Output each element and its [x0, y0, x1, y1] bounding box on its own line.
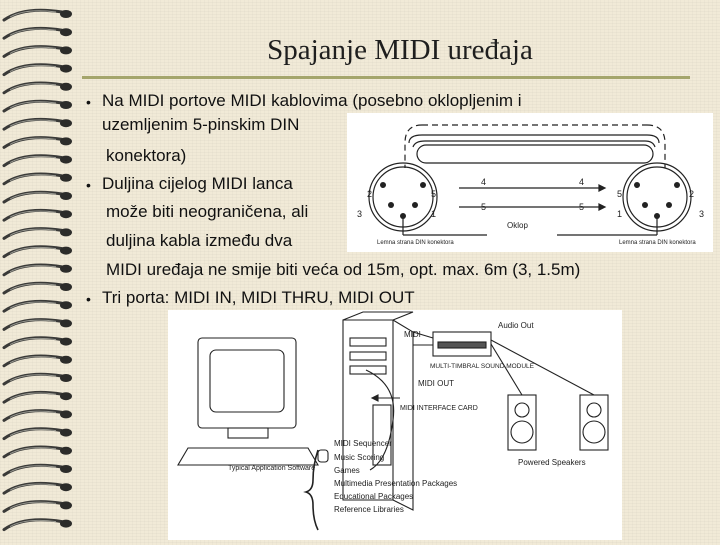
- bullet-1-line-2: uzemljenim 5-pinskim DIN: [102, 115, 300, 134]
- slide-title: Spajanje MIDI uređaja: [267, 34, 533, 66]
- pin-label: 2: [367, 189, 373, 199]
- pin-label: 3: [699, 209, 705, 219]
- software-item: Multimedia Presentation Packages: [334, 479, 458, 488]
- spiral-ring: [4, 265, 72, 275]
- spiral-ring: [4, 283, 72, 293]
- spiral-ring: [4, 501, 72, 511]
- shield-label: Oklop: [507, 221, 528, 230]
- spiral-ring: [4, 465, 72, 475]
- right-connector-label: Lemna strana DIN konektora: [619, 240, 696, 246]
- midi-out-label: MIDI OUT: [418, 379, 454, 388]
- spiral-ring: [4, 483, 72, 493]
- bullet-2-line-4: MIDI uređaja ne smije biti veća od 15m, opt. max. 6m (3, 1.5m): [106, 260, 581, 279]
- spiral-ring: [4, 192, 72, 202]
- spiral-ring: [4, 228, 72, 238]
- spiral-ring: [4, 338, 72, 348]
- bullet-2-line-1: Duljina cijelog MIDI lanca: [102, 174, 293, 193]
- spiral-ring: [4, 10, 72, 20]
- left-connector-label: Lemna strana DIN konektora: [377, 240, 454, 246]
- midi-setup-illustration: [168, 310, 622, 540]
- spiral-ring: [4, 83, 72, 93]
- spiral-ring: [4, 319, 72, 329]
- software-item: Educational Packages: [334, 492, 414, 501]
- midi-label: MIDI: [404, 330, 421, 339]
- interface-label: MIDI INTERFACE CARD: [400, 405, 478, 412]
- spiral-ring: [4, 520, 72, 530]
- software-item: MIDI Sequencer: [334, 439, 392, 448]
- bullet-1-line-1: Na MIDI portove MIDI kablovima (posebno oklopljenim i: [102, 91, 522, 110]
- software-item: Reference Libraries: [334, 505, 404, 514]
- bullet-2-line-3: duljina kabla između dva: [106, 231, 293, 250]
- spiral-ring: [4, 137, 72, 147]
- spiral-ring: [4, 392, 72, 402]
- software-item: Music Scoring: [334, 453, 385, 462]
- module-label: MULTI-TIMBRAL SOUND MODULE: [430, 363, 535, 370]
- notebook-spiral-binding: [0, 0, 80, 540]
- spiral-ring: [4, 247, 72, 257]
- bullet-2-line-2: može biti neograničena, ali: [106, 202, 309, 221]
- spiral-ring: [4, 46, 72, 56]
- speakers-label: Powered Speakers: [518, 458, 586, 467]
- title-underline: [82, 76, 690, 79]
- pin-label: 5: [431, 189, 437, 199]
- pin-label: 1: [617, 209, 623, 219]
- pin-label: 5: [579, 202, 585, 212]
- pin-label: 5: [481, 202, 487, 212]
- spiral-ring: [4, 356, 72, 366]
- pin-label: 4: [481, 177, 487, 187]
- bullet-marker: •: [86, 177, 91, 193]
- pin-label: 1: [431, 209, 437, 219]
- spiral-ring: [4, 374, 72, 384]
- spiral-ring: [4, 301, 72, 311]
- pin-label: 2: [689, 189, 695, 199]
- bullet-marker: •: [86, 291, 91, 307]
- spiral-ring: [4, 210, 72, 220]
- spiral-ring: [4, 28, 72, 38]
- spiral-ring: [4, 156, 72, 166]
- audio-out-label: Audio Out: [498, 321, 534, 330]
- pin-label: 4: [579, 177, 585, 187]
- software-item: Games: [334, 466, 360, 475]
- spiral-ring: [4, 101, 72, 111]
- software-label: Typical Application Software: [228, 465, 316, 472]
- pin-label: 3: [357, 209, 363, 219]
- spiral-ring: [4, 65, 72, 75]
- spiral-ring: [4, 174, 72, 184]
- bullet-1-line-3: konektora): [106, 146, 187, 165]
- spiral-ring: [4, 410, 72, 420]
- bullet-marker: •: [86, 94, 91, 110]
- bullet-3-line-1: Tri porta: MIDI IN, MIDI THRU, MIDI OUT: [102, 288, 415, 307]
- pin-label: 5: [617, 189, 623, 199]
- spiral-ring: [4, 119, 72, 129]
- spiral-ring: [4, 447, 72, 457]
- spiral-ring: [4, 429, 72, 439]
- midi-cable-diagram: [347, 113, 713, 252]
